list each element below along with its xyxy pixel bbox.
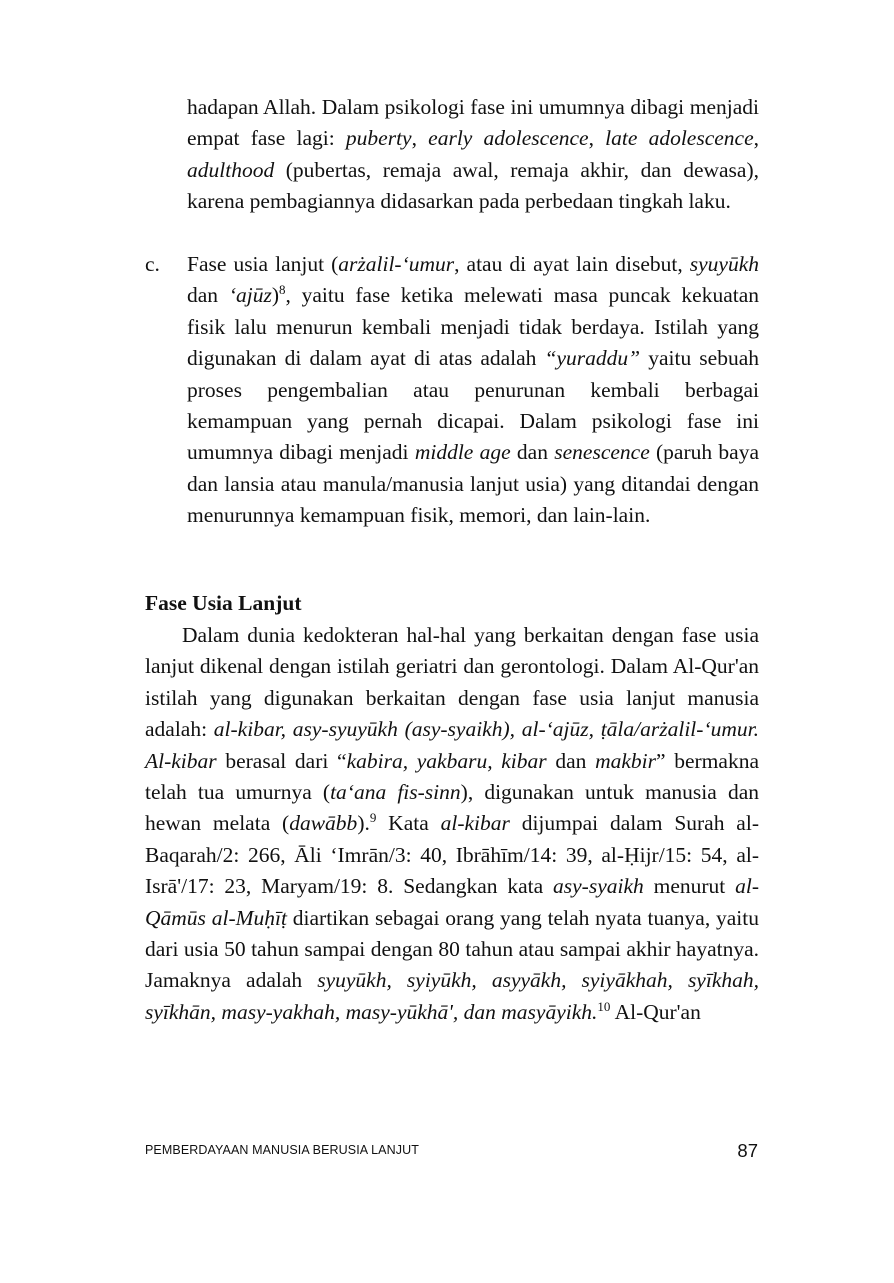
footnote-ref-8: 8 bbox=[278, 282, 286, 298]
text-run: dan bbox=[510, 440, 555, 465]
italic-term: al-Qāmūs al-Muḥīṭ bbox=[145, 874, 759, 930]
text-run: dijumpai dalam Surah al-Baqarah/2: 266, Āli ‘Imrān/3: 40, Ibrāhīm/14: 39, al-Ḥijr/15: 54, al-Isrā'/17: 23, Maryam/19: 8. Sedangkan kata bbox=[145, 811, 759, 899]
text-run: Kata bbox=[376, 811, 441, 836]
italic-term: late adolescence bbox=[605, 126, 754, 151]
text-run: ” bermakna telah tua umurnya ( bbox=[145, 748, 759, 805]
text-run: dan bbox=[546, 748, 596, 773]
italic-term: arżalil-‘umur bbox=[338, 252, 455, 276]
footnote-ref-10: 10 bbox=[597, 998, 611, 1014]
footnote-ref-9: 9 bbox=[369, 810, 377, 826]
italic-term: senescence bbox=[554, 440, 650, 465]
text-run: ) bbox=[271, 283, 279, 308]
italic-term: syuyūkh bbox=[689, 252, 760, 276]
list-marker-c: c. bbox=[145, 252, 160, 276]
running-footer-title: PEMBERDAYAAN MANUSIA BERUSIA LANJUT bbox=[145, 1143, 419, 1157]
text-run: (pubertas, remaja awal, remaja akhir, dan dewasa), karena pembagiannya didasarkan pada perbedaan tingkah laku. bbox=[187, 157, 759, 214]
text-run: Dalam dunia kedokteran hal-hal yang berkaitan dengan fase usia lanjut dikenal dengan istilah geriatri dan gerontologi. Dalam Al-Qur'an istilah yang digunakan berkaitan dengan fase usia lanjut manusia adalah: bbox=[145, 623, 759, 742]
text-run: (paruh baya dan lansia atau manula/manusia lanjut usia) yang ditandai dengan menurunnya kemampuan fisik, memori, dan lain-lain. bbox=[187, 440, 759, 528]
italic-term: makbir bbox=[595, 748, 656, 773]
italic-term: asy-syaikh bbox=[553, 874, 644, 899]
italic-term: middle age bbox=[414, 440, 511, 465]
text-run: Al-Qur'an bbox=[610, 999, 701, 1024]
page-number: 87 bbox=[737, 1140, 758, 1161]
italic-term: puberty bbox=[345, 126, 412, 151]
italic-term: “yuraddu” bbox=[544, 346, 641, 371]
text-run: , atau di ayat lain disebut, bbox=[454, 252, 690, 276]
section-heading: Fase Usia Lanjut bbox=[145, 591, 302, 615]
italic-term: early adolescence bbox=[428, 126, 589, 151]
italic-term: adulthood bbox=[187, 157, 275, 182]
list-item-b-continuation bbox=[187, 92, 759, 218]
text-run: , bbox=[588, 126, 606, 151]
text-run: diartikan sebagai orang yang telah nyata tuanya, yaitu dari usia 50 tahun sampai dengan 80 tahun atau sampai akhir hayatnya. Jamaknya adalah bbox=[145, 905, 759, 993]
text-run: ), digunakan untuk manusia dan hewan melata ( bbox=[145, 780, 759, 836]
italic-term: kabira, yakbaru, kibar bbox=[346, 748, 547, 773]
italic-term: syuyūkh, syiyūkh, asyyākh, syiyākhah, syīkhah, syīkhān, masy-yakhah, masy-yūkhā', dan masyāyikh. bbox=[145, 968, 759, 1024]
italic-term: dawābb bbox=[289, 811, 358, 836]
text-run: hadapan Allah. Dalam psikologi fase ini umumnya dibagi menjadi empat fase lagi: bbox=[187, 95, 759, 151]
section-paragraph bbox=[145, 620, 759, 1028]
text-run: ). bbox=[357, 811, 370, 836]
text-run: , bbox=[411, 126, 429, 151]
text-run: , bbox=[753, 126, 760, 151]
text-run: dan bbox=[187, 283, 229, 308]
italic-term: ‘ajūz bbox=[228, 283, 272, 308]
text-run: menurut bbox=[643, 874, 736, 899]
text-run: , yaitu fase ketika melewati masa puncak kekuatan fisik lalu menurun kembali menjadi tidak berdaya. Istilah yang digunakan di dalam ayat di atas adalah bbox=[187, 283, 759, 371]
italic-term: al-kibar, asy-syuyūkh (asy-syaikh), al-‘ajūz, ṭāla/arżalil-‘umur. Al-kibar bbox=[145, 717, 759, 773]
list-item-c bbox=[187, 249, 759, 532]
text-run: Fase usia lanjut ( bbox=[187, 252, 339, 276]
italic-term: ta‘ana fis-sinn bbox=[330, 780, 461, 805]
italic-term: al-kibar bbox=[440, 811, 510, 836]
text-run: berasal dari “ bbox=[216, 748, 347, 773]
text-run: yaitu sebuah proses pengembalian atau penurunan kembali berbagai kemampuan yang pernah dicapai. Dalam psikologi fase ini umumnya dibagi menjadi bbox=[187, 346, 759, 465]
